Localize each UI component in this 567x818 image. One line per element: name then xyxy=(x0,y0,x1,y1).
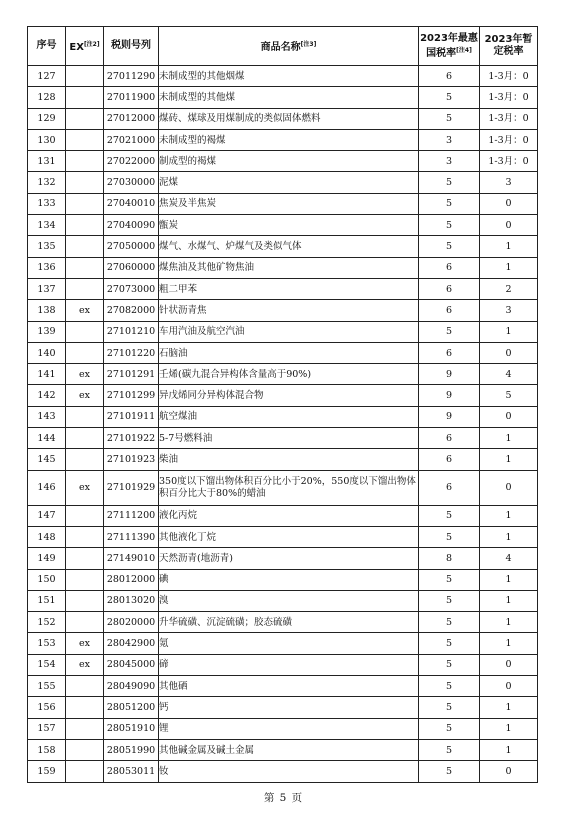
header-ex: EX[注2] xyxy=(66,27,104,66)
cell-seq: 132 xyxy=(28,172,66,193)
cell-ex xyxy=(66,108,104,129)
cell-name: 其他液化丁烷 xyxy=(159,526,419,547)
header-name-note: [注3] xyxy=(300,40,317,48)
header-code: 税则号列 xyxy=(104,27,159,66)
cell-code: 28045000 xyxy=(104,654,159,675)
cell-seq: 156 xyxy=(28,697,66,718)
cell-code: 28051910 xyxy=(104,718,159,739)
cell-ex xyxy=(66,676,104,697)
cell-provisional-rate: 1 xyxy=(480,590,538,611)
cell-seq: 157 xyxy=(28,718,66,739)
cell-seq: 133 xyxy=(28,193,66,214)
cell-ex xyxy=(66,278,104,299)
cell-mfn-rate: 5 xyxy=(419,215,480,236)
cell-ex xyxy=(66,526,104,547)
table-row xyxy=(28,654,538,675)
cell-name: 未制成型的其他煤 xyxy=(159,87,419,108)
cell-name: 钙 xyxy=(159,697,419,718)
cell-code: 27012000 xyxy=(104,108,159,129)
cell-ex xyxy=(66,590,104,611)
cell-mfn-rate: 5 xyxy=(419,697,480,718)
cell-ex xyxy=(66,548,104,569)
header-mfn-rate: 2023年最惠 国税率[注4] xyxy=(419,27,480,66)
cell-provisional-rate: 1 xyxy=(480,718,538,739)
cell-code: 27101922 xyxy=(104,428,159,449)
table-row xyxy=(28,172,538,193)
cell-ex xyxy=(66,505,104,526)
cell-seq: 143 xyxy=(28,406,66,427)
cell-mfn-rate: 5 xyxy=(419,676,480,697)
cell-seq: 148 xyxy=(28,526,66,547)
cell-code: 28053011 xyxy=(104,761,159,782)
cell-provisional-rate: 1 xyxy=(480,236,538,257)
table-row xyxy=(28,718,538,739)
cell-name: 泥煤 xyxy=(159,172,419,193)
cell-provisional-rate: 1 xyxy=(480,321,538,342)
cell-name: 天然沥青(地沥青) xyxy=(159,548,419,569)
cell-mfn-rate: 5 xyxy=(419,633,480,654)
cell-mfn-rate: 9 xyxy=(419,364,480,385)
cell-provisional-rate: 1 xyxy=(480,526,538,547)
cell-ex xyxy=(66,761,104,782)
cell-mfn-rate: 6 xyxy=(419,278,480,299)
cell-name: 制成型的褐煤 xyxy=(159,151,419,172)
cell-name: 石脑油 xyxy=(159,342,419,363)
cell-mfn-rate: 6 xyxy=(419,428,480,449)
cell-code: 27030000 xyxy=(104,172,159,193)
cell-mfn-rate: 8 xyxy=(419,548,480,569)
cell-ex xyxy=(66,129,104,150)
cell-code: 27082000 xyxy=(104,300,159,321)
cell-mfn-rate: 5 xyxy=(419,108,480,129)
cell-mfn-rate: 5 xyxy=(419,590,480,611)
cell-code: 27022000 xyxy=(104,151,159,172)
cell-name: 碲 xyxy=(159,654,419,675)
cell-code: 28049090 xyxy=(104,676,159,697)
page-footer: 第 5 页 xyxy=(263,792,304,804)
table-row xyxy=(28,87,538,108)
cell-provisional-rate: 1-3月：0 xyxy=(480,151,538,172)
table-row xyxy=(28,385,538,406)
cell-ex xyxy=(66,406,104,427)
cell-ex xyxy=(66,193,104,214)
cell-seq: 151 xyxy=(28,590,66,611)
cell-seq: 159 xyxy=(28,761,66,782)
table-row xyxy=(28,470,538,505)
cell-provisional-rate: 1 xyxy=(480,633,538,654)
cell-ex xyxy=(66,342,104,363)
cell-provisional-rate: 0 xyxy=(480,193,538,214)
cell-provisional-rate: 1 xyxy=(480,505,538,526)
cell-ex: ex xyxy=(66,385,104,406)
cell-code: 27101210 xyxy=(104,321,159,342)
cell-code: 27101929 xyxy=(104,470,159,505)
table-row xyxy=(28,364,538,385)
cell-seq: 139 xyxy=(28,321,66,342)
cell-seq: 153 xyxy=(28,633,66,654)
cell-name: 甑炭 xyxy=(159,215,419,236)
cell-name: 针状沥青焦 xyxy=(159,300,419,321)
cell-code: 28020000 xyxy=(104,612,159,633)
cell-ex xyxy=(66,257,104,278)
table-body xyxy=(28,66,538,783)
cell-name: 5-7号燃料油 xyxy=(159,428,419,449)
cell-provisional-rate: 4 xyxy=(480,364,538,385)
cell-seq: 129 xyxy=(28,108,66,129)
cell-seq: 140 xyxy=(28,342,66,363)
cell-provisional-rate: 0 xyxy=(480,406,538,427)
cell-ex xyxy=(66,718,104,739)
table-row xyxy=(28,321,538,342)
cell-seq: 137 xyxy=(28,278,66,299)
cell-name: 煤气、水煤气、炉煤气及类似气体 xyxy=(159,236,419,257)
cell-code: 27073000 xyxy=(104,278,159,299)
cell-provisional-rate: 1-3月：0 xyxy=(480,66,538,87)
table-row xyxy=(28,697,538,718)
cell-mfn-rate: 5 xyxy=(419,654,480,675)
cell-code: 27101220 xyxy=(104,342,159,363)
cell-mfn-rate: 5 xyxy=(419,761,480,782)
cell-code: 28013020 xyxy=(104,590,159,611)
table-row xyxy=(28,676,538,697)
cell-seq: 136 xyxy=(28,257,66,278)
cell-name: 焦炭及半焦炭 xyxy=(159,193,419,214)
table-row xyxy=(28,505,538,526)
cell-ex xyxy=(66,569,104,590)
cell-name: 航空煤油 xyxy=(159,406,419,427)
table-row xyxy=(28,66,538,87)
cell-seq: 127 xyxy=(28,66,66,87)
table-row xyxy=(28,406,538,427)
table-row xyxy=(28,215,538,236)
header-mfn-note: [注4] xyxy=(456,46,472,54)
cell-name: 锂 xyxy=(159,718,419,739)
cell-name: 升华硫磺、沉淀硫磺；胶态硫磺 xyxy=(159,612,419,633)
cell-mfn-rate: 5 xyxy=(419,172,480,193)
header-provisional-rate: 2023年暂 定税率 xyxy=(480,27,538,66)
cell-provisional-rate: 1 xyxy=(480,612,538,633)
cell-code: 27011900 xyxy=(104,87,159,108)
table-row xyxy=(28,428,538,449)
cell-ex xyxy=(66,449,104,470)
cell-seq: 134 xyxy=(28,215,66,236)
table-row xyxy=(28,236,538,257)
cell-ex xyxy=(66,66,104,87)
table-row xyxy=(28,633,538,654)
cell-code: 27101911 xyxy=(104,406,159,427)
cell-seq: 146 xyxy=(28,470,66,505)
cell-code: 28012000 xyxy=(104,569,159,590)
cell-seq: 150 xyxy=(28,569,66,590)
cell-provisional-rate: 1-3月：0 xyxy=(480,108,538,129)
cell-mfn-rate: 6 xyxy=(419,470,480,505)
cell-provisional-rate: 0 xyxy=(480,676,538,697)
cell-name: 未制成型的褐煤 xyxy=(159,129,419,150)
table-row xyxy=(28,739,538,760)
cell-code: 28051200 xyxy=(104,697,159,718)
cell-provisional-rate: 5 xyxy=(480,385,538,406)
cell-seq: 138 xyxy=(28,300,66,321)
cell-seq: 154 xyxy=(28,654,66,675)
cell-provisional-rate: 0 xyxy=(480,761,538,782)
cell-code: 28051990 xyxy=(104,739,159,760)
cell-provisional-rate: 4 xyxy=(480,548,538,569)
cell-ex: ex xyxy=(66,654,104,675)
cell-code: 27149010 xyxy=(104,548,159,569)
cell-provisional-rate: 0 xyxy=(480,654,538,675)
cell-ex xyxy=(66,87,104,108)
cell-mfn-rate: 5 xyxy=(419,193,480,214)
cell-provisional-rate: 1-3月：0 xyxy=(480,129,538,150)
cell-ex xyxy=(66,236,104,257)
cell-seq: 142 xyxy=(28,385,66,406)
cell-mfn-rate: 5 xyxy=(419,236,480,257)
cell-code: 27111200 xyxy=(104,505,159,526)
header-row xyxy=(28,27,538,66)
table-row xyxy=(28,761,538,782)
table-row xyxy=(28,300,538,321)
cell-code: 27101923 xyxy=(104,449,159,470)
cell-ex: ex xyxy=(66,364,104,385)
cell-mfn-rate: 5 xyxy=(419,718,480,739)
cell-seq: 131 xyxy=(28,151,66,172)
cell-mfn-rate: 3 xyxy=(419,151,480,172)
cell-provisional-rate: 1 xyxy=(480,449,538,470)
cell-code: 27021000 xyxy=(104,129,159,150)
table-row xyxy=(28,257,538,278)
table-row xyxy=(28,526,538,547)
cell-ex: ex xyxy=(66,633,104,654)
cell-name: 粗二甲苯 xyxy=(159,278,419,299)
cell-seq: 155 xyxy=(28,676,66,697)
table-row xyxy=(28,129,538,150)
cell-ex xyxy=(66,321,104,342)
cell-mfn-rate: 5 xyxy=(419,87,480,108)
cell-ex xyxy=(66,739,104,760)
cell-ex xyxy=(66,697,104,718)
cell-provisional-rate: 0 xyxy=(480,342,538,363)
cell-provisional-rate: 1 xyxy=(480,739,538,760)
cell-name: 煤砖、煤球及用煤制成的类似固体燃料 xyxy=(159,108,419,129)
cell-provisional-rate: 1 xyxy=(480,697,538,718)
cell-mfn-rate: 3 xyxy=(419,129,480,150)
header-seq: 序号 xyxy=(28,27,66,66)
cell-mfn-rate: 5 xyxy=(419,739,480,760)
table-row xyxy=(28,193,538,214)
cell-mfn-rate: 6 xyxy=(419,257,480,278)
cell-code: 27040010 xyxy=(104,193,159,214)
cell-name: 异戊烯同分异构体混合物 xyxy=(159,385,419,406)
cell-mfn-rate: 6 xyxy=(419,66,480,87)
table-row xyxy=(28,612,538,633)
cell-name: 液化丙烷 xyxy=(159,505,419,526)
cell-code: 27111390 xyxy=(104,526,159,547)
cell-seq: 130 xyxy=(28,129,66,150)
table-row xyxy=(28,569,538,590)
cell-name: 350度以下馏出物体积百分比小于20%，550度以下馏出物体积百分比大于80%的蜡油 xyxy=(159,470,419,505)
cell-code: 27050000 xyxy=(104,236,159,257)
cell-name: 钕 xyxy=(159,761,419,782)
cell-seq: 141 xyxy=(28,364,66,385)
cell-name: 氪 xyxy=(159,633,419,654)
cell-ex xyxy=(66,215,104,236)
cell-provisional-rate: 1 xyxy=(480,257,538,278)
cell-name: 柴油 xyxy=(159,449,419,470)
header-name: 商品名称[注3] xyxy=(159,27,419,66)
cell-mfn-rate: 6 xyxy=(419,342,480,363)
cell-name: 其他碱金属及碱土金属 xyxy=(159,739,419,760)
table-row xyxy=(28,548,538,569)
cell-name: 未制成型的其他烟煤 xyxy=(159,66,419,87)
cell-seq: 147 xyxy=(28,505,66,526)
cell-seq: 152 xyxy=(28,612,66,633)
cell-mfn-rate: 5 xyxy=(419,321,480,342)
table-row xyxy=(28,449,538,470)
cell-ex xyxy=(66,612,104,633)
cell-mfn-rate: 6 xyxy=(419,449,480,470)
cell-mfn-rate: 5 xyxy=(419,526,480,547)
cell-provisional-rate: 0 xyxy=(480,470,538,505)
cell-code: 27011290 xyxy=(104,66,159,87)
cell-ex xyxy=(66,172,104,193)
cell-code: 27040090 xyxy=(104,215,159,236)
cell-provisional-rate: 1-3月：0 xyxy=(480,87,538,108)
table-row xyxy=(28,151,538,172)
cell-code: 27101291 xyxy=(104,364,159,385)
cell-mfn-rate: 5 xyxy=(419,612,480,633)
cell-name: 碘 xyxy=(159,569,419,590)
cell-provisional-rate: 2 xyxy=(480,278,538,299)
cell-provisional-rate: 3 xyxy=(480,172,538,193)
table-row xyxy=(28,278,538,299)
cell-code: 27101299 xyxy=(104,385,159,406)
cell-seq: 144 xyxy=(28,428,66,449)
cell-seq: 158 xyxy=(28,739,66,760)
cell-mfn-rate: 5 xyxy=(419,569,480,590)
cell-ex xyxy=(66,428,104,449)
table-row xyxy=(28,108,538,129)
table-row xyxy=(28,590,538,611)
cell-code: 27060000 xyxy=(104,257,159,278)
cell-provisional-rate: 0 xyxy=(480,215,538,236)
cell-seq: 135 xyxy=(28,236,66,257)
cell-name: 车用汽油及航空汽油 xyxy=(159,321,419,342)
cell-mfn-rate: 9 xyxy=(419,406,480,427)
cell-code: 28042900 xyxy=(104,633,159,654)
cell-name: 煤焦油及其他矿物焦油 xyxy=(159,257,419,278)
cell-mfn-rate: 9 xyxy=(419,385,480,406)
cell-provisional-rate: 1 xyxy=(480,569,538,590)
header-ex-note: [注2] xyxy=(83,40,100,48)
cell-name: 其他硒 xyxy=(159,676,419,697)
tariff-table xyxy=(27,26,538,783)
cell-name: 壬烯(碳九混合异构体含量高于90%) xyxy=(159,364,419,385)
cell-mfn-rate: 6 xyxy=(419,300,480,321)
table-row xyxy=(28,342,538,363)
cell-mfn-rate: 5 xyxy=(419,505,480,526)
cell-ex: ex xyxy=(66,300,104,321)
cell-provisional-rate: 1 xyxy=(480,428,538,449)
cell-ex: ex xyxy=(66,470,104,505)
cell-seq: 128 xyxy=(28,87,66,108)
cell-name: 溴 xyxy=(159,590,419,611)
cell-seq: 145 xyxy=(28,449,66,470)
cell-ex xyxy=(66,151,104,172)
cell-seq: 149 xyxy=(28,548,66,569)
cell-provisional-rate: 3 xyxy=(480,300,538,321)
